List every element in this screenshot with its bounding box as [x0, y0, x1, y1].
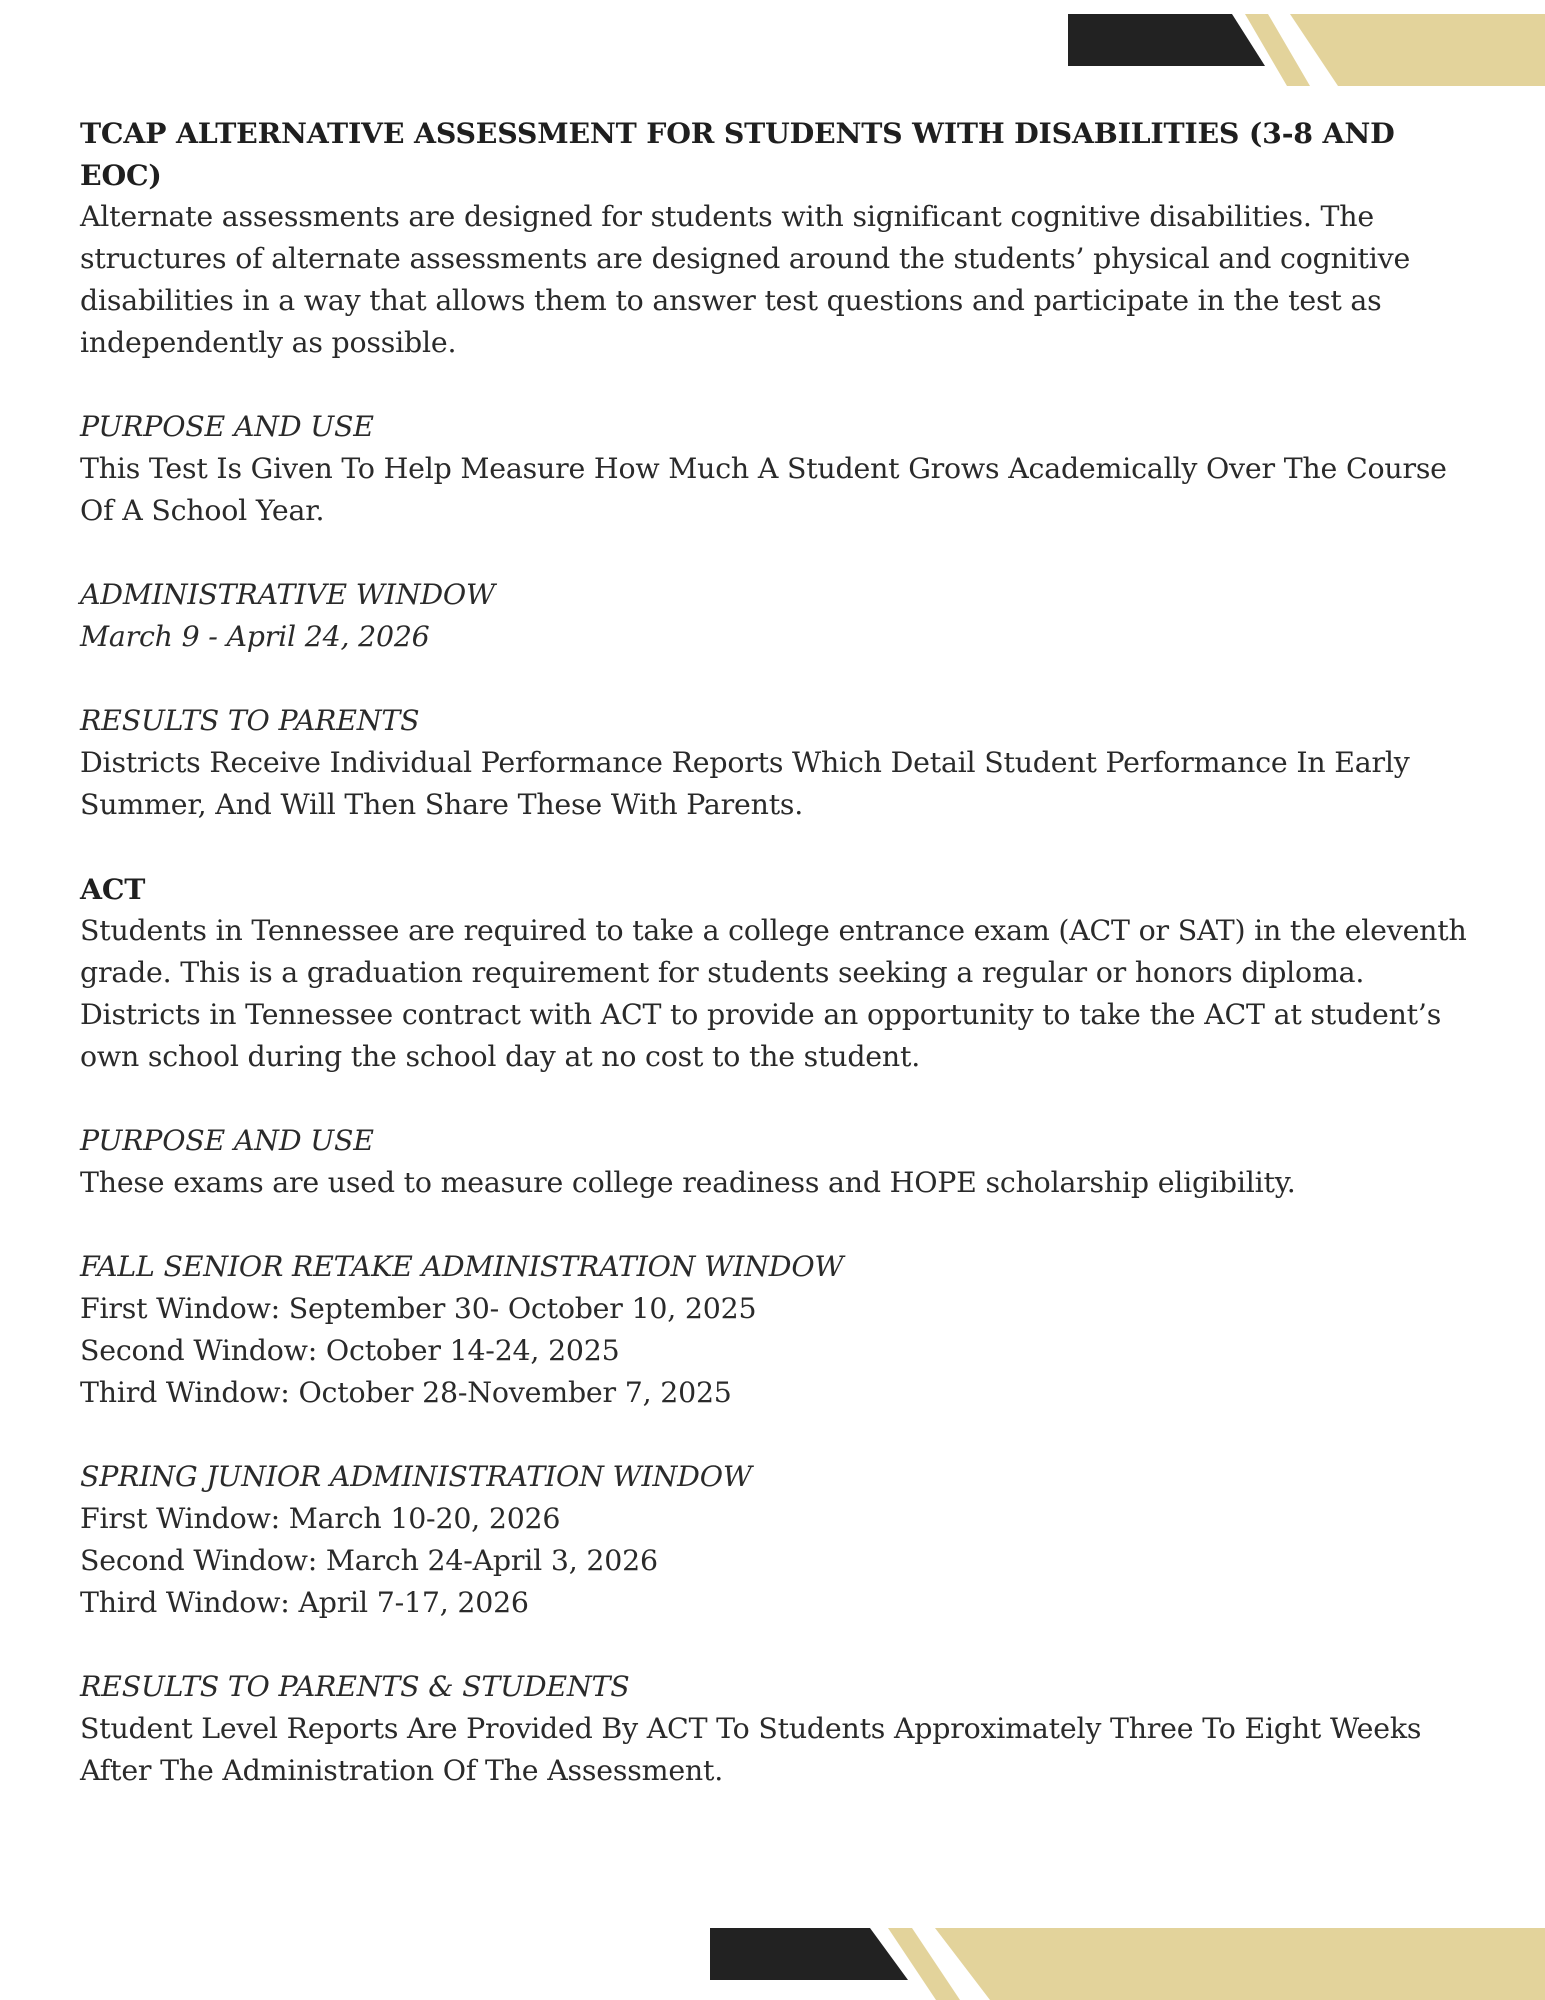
header-gold-band: [1290, 14, 1545, 86]
tcap-window-value: March 9 - April 24, 2026: [80, 620, 430, 653]
footer-gold-band: [935, 1928, 1545, 2000]
header-dark-stripe: [1068, 14, 1265, 66]
act-results-label: RESULTS TO PARENTS & STUDENTS: [80, 1670, 630, 1703]
act-spring-label: SPRING JUNIOR ADMINISTRATION WINDOW: [80, 1460, 752, 1493]
act-fall-window-3: Third Window: October 28-November 7, 2025: [80, 1376, 732, 1409]
act-spring-window-1: First Window: March 10-20, 2026: [80, 1502, 561, 1535]
tcap-intro: Alternate assessments are designed for students with significant cognitive disabilities. The structures of alternate assessments are designed around the students’ physical and cognitive disabilities in a way that allows them to answer test questions and participate in the test as independently as possible.: [80, 200, 1411, 359]
tcap-title: TCAP ALTERNATIVE ASSESSMENT FOR STUDENTS WITH DISABILITIES (3-8 AND EOC): [80, 116, 1395, 192]
header-decoration: [0, 0, 1545, 100]
tcap-results-text: Districts Receive Individual Performance Reports Which Detail Student Performance In Early Summer, And Will Then Share These With Parents.: [80, 746, 1410, 821]
act-fall-window-2: Second Window: October 14-24, 2025: [80, 1334, 620, 1367]
act-intro: Students in Tennessee are required to take a college entrance exam (ACT or SAT) in the eleventh grade. This is a graduation requirement for students seeking a regular or honors diploma. Districts in Tennessee contract with ACT to provide an opportunity to take the ACT at student’s own school during the school day at no cost to the student.: [80, 914, 1467, 1073]
act-results-text: Student Level Reports Are Provided By ACT To Students Approximately Three To Eight Weeks After The Administration Of The Assessment.: [80, 1712, 1422, 1787]
document-body: [80, 112, 1480, 1792]
footer-dark-stripe: [710, 1928, 908, 1980]
tcap-window-label: ADMINISTRATIVE WINDOW: [80, 578, 495, 611]
tcap-results-label: RESULTS TO PARENTS: [80, 704, 420, 737]
footer-decoration: [0, 1910, 1545, 2000]
act-title: ACT: [80, 872, 146, 906]
act-purpose-text: These exams are used to measure college readiness and HOPE scholarship eligibility.: [80, 1166, 1296, 1199]
act-spring-window-3: Third Window: April 7-17, 2026: [80, 1586, 529, 1619]
act-fall-window-1: First Window: September 30- October 10, 2025: [80, 1292, 757, 1325]
act-spring-window-2: Second Window: March 24-April 3, 2026: [80, 1544, 658, 1577]
act-fall-label: FALL SENIOR RETAKE ADMINISTRATION WINDOW: [80, 1250, 844, 1283]
act-purpose-label: PURPOSE AND USE: [80, 1124, 374, 1157]
tcap-purpose-text: This Test Is Given To Help Measure How Much A Student Grows Academically Over The Course Of A School Year.: [80, 452, 1447, 527]
tcap-purpose-label: PURPOSE AND USE: [80, 410, 374, 443]
